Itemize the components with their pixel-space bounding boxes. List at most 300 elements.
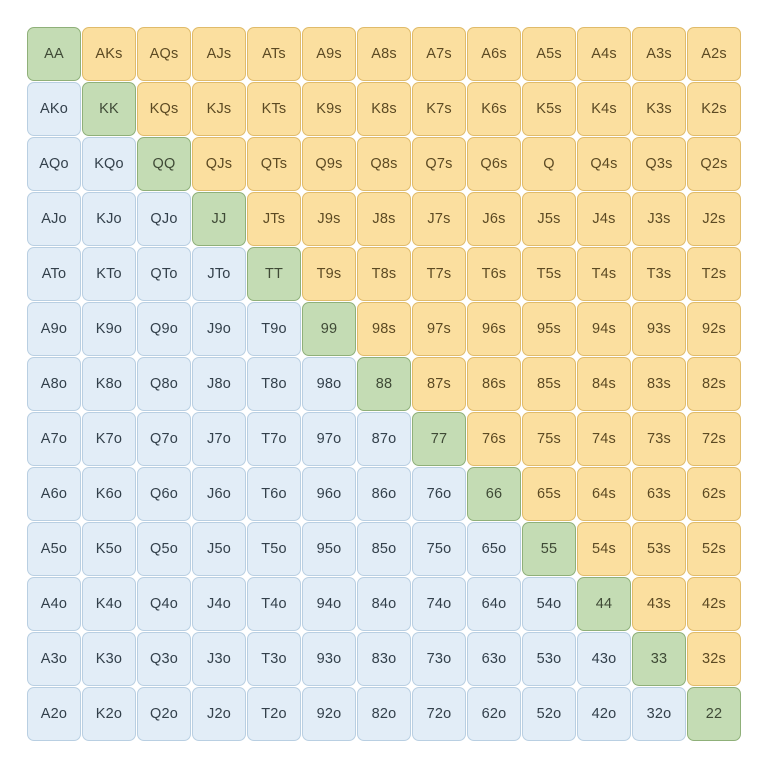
hand-label: Q2o — [149, 706, 178, 722]
hand-cell-84s[interactable] — [577, 357, 631, 411]
hand-cell-qq[interactable] — [137, 137, 191, 191]
hand-cell-j3o[interactable] — [192, 632, 246, 686]
hand-label: KK — [99, 101, 119, 117]
hand-cell-k4o[interactable] — [82, 577, 136, 631]
hand-label: 43s — [647, 596, 671, 612]
hand-cell-k6o[interactable] — [82, 467, 136, 521]
hand-cell-92o[interactable] — [302, 687, 356, 741]
hand-cell-aqo[interactable] — [27, 137, 81, 191]
hand-cell-64o[interactable] — [467, 577, 521, 631]
hand-cell-t4o[interactable] — [247, 577, 301, 631]
hand-label: KQo — [94, 156, 124, 172]
hand-cell-k9s[interactable] — [302, 82, 356, 136]
hand-label: J2o — [207, 706, 231, 722]
hand-cell-52o[interactable] — [522, 687, 576, 741]
hand-cell-kjs[interactable] — [192, 82, 246, 136]
hand-label: 65o — [481, 541, 507, 557]
hand-cell-k8s[interactable] — [357, 82, 411, 136]
hand-cell-q[interactable] — [522, 137, 576, 191]
hand-cell-75s[interactable] — [522, 412, 576, 466]
hand-cell-76s[interactable] — [467, 412, 521, 466]
hand-cell-97o[interactable] — [302, 412, 356, 466]
hand-cell-63o[interactable] — [467, 632, 521, 686]
hand-label: 83o — [371, 651, 397, 667]
hand-label: KTo — [96, 266, 122, 282]
hand-label: J3o — [207, 651, 231, 667]
hand-label: T2o — [261, 706, 287, 722]
hand-cell-87o[interactable] — [357, 412, 411, 466]
hand-cell-a8o[interactable] — [27, 357, 81, 411]
hand-cell-j3s[interactable] — [632, 192, 686, 246]
hand-cell-72o[interactable] — [412, 687, 466, 741]
hand-cell-85s[interactable] — [522, 357, 576, 411]
hand-label: A5o — [40, 541, 68, 557]
hand-label: A3o — [40, 651, 68, 667]
hand-cell-95s[interactable] — [522, 302, 576, 356]
hand-label: 73s — [647, 431, 671, 447]
hand-label: 83s — [647, 376, 671, 392]
hand-label: 86s — [482, 376, 506, 392]
hand-label: K4o — [95, 596, 123, 612]
hand-cell-aqs[interactable] — [137, 27, 191, 81]
hand-cell-a9o[interactable] — [27, 302, 81, 356]
hand-cell-j4s[interactable] — [577, 192, 631, 246]
hand-label: T9o — [261, 321, 287, 337]
hand-label: J3s — [647, 211, 671, 227]
hand-label: QQ — [152, 156, 176, 172]
hand-cell-t6o[interactable] — [247, 467, 301, 521]
hand-label: K3o — [95, 651, 123, 667]
hand-cell-a6o[interactable] — [27, 467, 81, 521]
hand-label: AQs — [149, 46, 179, 62]
hand-cell-a7o[interactable] — [27, 412, 81, 466]
hand-label: A4o — [40, 596, 68, 612]
hand-cell-82s[interactable] — [687, 357, 741, 411]
hand-cell-j9o[interactable] — [192, 302, 246, 356]
hand-cell-a5s[interactable] — [522, 27, 576, 81]
hand-cell-22[interactable] — [687, 687, 741, 741]
hand-cell-a4o[interactable] — [27, 577, 81, 631]
hand-label: A5s — [536, 46, 562, 62]
hand-cell-55[interactable] — [522, 522, 576, 576]
hand-label: K9s — [316, 101, 342, 117]
hand-label: A7s — [426, 46, 452, 62]
hand-label: 86o — [371, 486, 397, 502]
hand-cell-t3o[interactable] — [247, 632, 301, 686]
hand-cell-j2o[interactable] — [192, 687, 246, 741]
hand-label: J4o — [207, 596, 231, 612]
hand-cell-33[interactable] — [632, 632, 686, 686]
hand-label: 76o — [426, 486, 452, 502]
hand-label: 22 — [705, 706, 723, 722]
hand-label: J7s — [427, 211, 451, 227]
hand-label: 77 — [430, 431, 448, 447]
hand-label: T6o — [261, 486, 287, 502]
hand-label: J6s — [482, 211, 506, 227]
hand-label: 95s — [537, 321, 561, 337]
hand-cell-k5o[interactable] — [82, 522, 136, 576]
hand-label: 63s — [647, 486, 671, 502]
hand-cell-a7s[interactable] — [412, 27, 466, 81]
hand-cell-kto[interactable] — [82, 247, 136, 301]
hand-cell-q3s[interactable] — [632, 137, 686, 191]
hand-label: 72s — [702, 431, 726, 447]
hand-label: T5s — [536, 266, 562, 282]
hand-label: T9s — [316, 266, 342, 282]
hand-label: J9o — [207, 321, 231, 337]
hand-cell-66[interactable] — [467, 467, 521, 521]
hand-cell-t7o[interactable] — [247, 412, 301, 466]
hand-label: K5s — [536, 101, 562, 117]
hand-label: K6o — [95, 486, 123, 502]
hand-cell-82o[interactable] — [357, 687, 411, 741]
hand-label: Q5o — [149, 541, 178, 557]
hand-cell-77[interactable] — [412, 412, 466, 466]
hand-label: K8s — [371, 101, 397, 117]
hand-label: J4s — [592, 211, 616, 227]
hand-label: AJo — [41, 211, 67, 227]
hand-cell-t4s[interactable] — [577, 247, 631, 301]
hand-label: 62o — [481, 706, 507, 722]
hand-label: 94o — [316, 596, 342, 612]
hand-label: T8s — [371, 266, 397, 282]
hand-cell-93o[interactable] — [302, 632, 356, 686]
hand-cell-q5o[interactable] — [137, 522, 191, 576]
hand-cell-j9s[interactable] — [302, 192, 356, 246]
hand-cell-42o[interactable] — [577, 687, 631, 741]
hand-cell-53s[interactable] — [632, 522, 686, 576]
hand-cell-a2s[interactable] — [687, 27, 741, 81]
hand-cell-a8s[interactable] — [357, 27, 411, 81]
hand-label: 44 — [595, 596, 613, 612]
hand-label: 53o — [536, 651, 562, 667]
hand-label: QTs — [260, 156, 288, 172]
hand-label: ATs — [262, 46, 286, 62]
hand-cell-t7s[interactable] — [412, 247, 466, 301]
hand-label: QJo — [150, 211, 178, 227]
hand-cell-52s[interactable] — [687, 522, 741, 576]
hand-cell-k6s[interactable] — [467, 82, 521, 136]
hand-cell-t3s[interactable] — [632, 247, 686, 301]
hand-cell-q4o[interactable] — [137, 577, 191, 631]
hand-cell-t2o[interactable] — [247, 687, 301, 741]
hand-cell-q9s[interactable] — [302, 137, 356, 191]
hand-label: J6o — [207, 486, 231, 502]
hand-cell-q8s[interactable] — [357, 137, 411, 191]
hand-label: 97o — [316, 431, 342, 447]
hand-label: 82o — [371, 706, 397, 722]
hand-label: K4s — [591, 101, 617, 117]
hand-label: T8o — [261, 376, 287, 392]
hand-cell-62s[interactable] — [687, 467, 741, 521]
hand-label: J8s — [372, 211, 396, 227]
hand-cell-t2s[interactable] — [687, 247, 741, 301]
hand-cell-kqo[interactable] — [82, 137, 136, 191]
hand-cell-q4s[interactable] — [577, 137, 631, 191]
hand-label: A8o — [40, 376, 68, 392]
hand-cell-j5o[interactable] — [192, 522, 246, 576]
hand-cell-qto[interactable] — [137, 247, 191, 301]
hand-cell-54s[interactable] — [577, 522, 631, 576]
hand-cell-43o[interactable] — [577, 632, 631, 686]
hand-cell-qts[interactable] — [247, 137, 301, 191]
hand-label: Q7s — [425, 156, 453, 172]
hand-cell-a3s[interactable] — [632, 27, 686, 81]
hand-label: 88 — [375, 376, 393, 392]
hand-label: 98s — [372, 321, 396, 337]
hand-cell-t8o[interactable] — [247, 357, 301, 411]
hand-cell-a5o[interactable] — [27, 522, 81, 576]
hand-label: 75s — [537, 431, 561, 447]
hand-cell-k8o[interactable] — [82, 357, 136, 411]
hand-label: T7o — [261, 431, 287, 447]
hand-label: 52s — [702, 541, 726, 557]
hand-label: K8o — [95, 376, 123, 392]
hand-cell-64s[interactable] — [577, 467, 631, 521]
hand-label: 42s — [702, 596, 726, 612]
hand-label: 97s — [427, 321, 451, 337]
hand-cell-85o[interactable] — [357, 522, 411, 576]
hand-cell-t9s[interactable] — [302, 247, 356, 301]
hand-label: Q8o — [149, 376, 178, 392]
hand-label: T3o — [261, 651, 287, 667]
hand-label: Q6o — [149, 486, 178, 502]
hand-cell-kjo[interactable] — [82, 192, 136, 246]
hand-cell-a9s[interactable] — [302, 27, 356, 81]
hand-label: KQs — [149, 101, 179, 117]
hand-label: 53s — [647, 541, 671, 557]
hand-cell-j8o[interactable] — [192, 357, 246, 411]
hand-label: T7s — [426, 266, 452, 282]
hand-label: 75o — [426, 541, 452, 557]
hand-label: Q3s — [645, 156, 673, 172]
hand-cell-32o[interactable] — [632, 687, 686, 741]
hand-label: A8s — [371, 46, 397, 62]
hand-cell-43s[interactable] — [632, 577, 686, 631]
hand-label: Q2s — [700, 156, 728, 172]
hand-label: JTs — [262, 211, 286, 227]
hand-cell-j5s[interactable] — [522, 192, 576, 246]
hand-label: 74s — [592, 431, 616, 447]
hand-cell-ato[interactable] — [27, 247, 81, 301]
hand-cell-aks[interactable] — [82, 27, 136, 81]
hand-cell-a4s[interactable] — [577, 27, 631, 81]
hand-label: 92s — [702, 321, 726, 337]
hand-cell-a2o[interactable] — [27, 687, 81, 741]
hand-cell-74o[interactable] — [412, 577, 466, 631]
hand-cell-j6o[interactable] — [192, 467, 246, 521]
hand-label: 84s — [592, 376, 616, 392]
hand-label: T4o — [261, 596, 287, 612]
hand-cell-q3o[interactable] — [137, 632, 191, 686]
hand-label: J8o — [207, 376, 231, 392]
hand-cell-qjs[interactable] — [192, 137, 246, 191]
hand-label: 52o — [536, 706, 562, 722]
hand-label: K3s — [646, 101, 672, 117]
hand-cell-44[interactable] — [577, 577, 631, 631]
hand-cell-88[interactable] — [357, 357, 411, 411]
hand-label: 95o — [316, 541, 342, 557]
hand-cell-ajs[interactable] — [192, 27, 246, 81]
hand-cell-84o[interactable] — [357, 577, 411, 631]
hand-label: 99 — [320, 321, 338, 337]
hand-cell-87s[interactable] — [412, 357, 466, 411]
hand-label: K7o — [95, 431, 123, 447]
hand-label: K2s — [701, 101, 727, 117]
hand-cell-99[interactable] — [302, 302, 356, 356]
hand-cell-kts[interactable] — [247, 82, 301, 136]
hand-cell-73s[interactable] — [632, 412, 686, 466]
hand-cell-k4s[interactable] — [577, 82, 631, 136]
hand-cell-83o[interactable] — [357, 632, 411, 686]
hand-label: TT — [264, 266, 284, 282]
hand-cell-k3s[interactable] — [632, 82, 686, 136]
hand-cell-97s[interactable] — [412, 302, 466, 356]
hand-label: 93s — [647, 321, 671, 337]
hand-cell-q7o[interactable] — [137, 412, 191, 466]
hand-cell-k3o[interactable] — [82, 632, 136, 686]
hand-cell-jj[interactable] — [192, 192, 246, 246]
hand-cell-32s[interactable] — [687, 632, 741, 686]
hand-label: 63o — [481, 651, 507, 667]
hand-cell-94o[interactable] — [302, 577, 356, 631]
hand-cell-k7s[interactable] — [412, 82, 466, 136]
hand-label: T4s — [591, 266, 617, 282]
hand-label: A4s — [591, 46, 617, 62]
hand-label: T2s — [701, 266, 727, 282]
hand-cell-98s[interactable] — [357, 302, 411, 356]
hand-label: 72o — [426, 706, 452, 722]
hand-label: A2s — [701, 46, 727, 62]
hand-cell-86s[interactable] — [467, 357, 521, 411]
hand-cell-j2s[interactable] — [687, 192, 741, 246]
hand-label: K9o — [95, 321, 123, 337]
hand-cell-q2s[interactable] — [687, 137, 741, 191]
hand-label: 96s — [482, 321, 506, 337]
hand-cell-ajo[interactable] — [27, 192, 81, 246]
hand-cell-k2s[interactable] — [687, 82, 741, 136]
hand-label: 98o — [316, 376, 342, 392]
hand-label: J2s — [702, 211, 726, 227]
hand-cell-k2o[interactable] — [82, 687, 136, 741]
hand-cell-a6s[interactable] — [467, 27, 521, 81]
hand-cell-q6o[interactable] — [137, 467, 191, 521]
hand-cell-63s[interactable] — [632, 467, 686, 521]
hand-cell-65s[interactable] — [522, 467, 576, 521]
hand-cell-t8s[interactable] — [357, 247, 411, 301]
hand-cell-k7o[interactable] — [82, 412, 136, 466]
hand-label: Q9s — [315, 156, 343, 172]
hand-label: KJs — [206, 101, 232, 117]
hand-cell-kk[interactable] — [82, 82, 136, 136]
hand-cell-a3o[interactable] — [27, 632, 81, 686]
hand-label: J5s — [537, 211, 561, 227]
hand-label: 66 — [485, 486, 503, 502]
hand-cell-tt[interactable] — [247, 247, 301, 301]
hand-cell-54o[interactable] — [522, 577, 576, 631]
hand-cell-ako[interactable] — [27, 82, 81, 136]
hand-cell-96o[interactable] — [302, 467, 356, 521]
hand-cell-k5s[interactable] — [522, 82, 576, 136]
hand-cell-83s[interactable] — [632, 357, 686, 411]
hand-cell-t9o[interactable] — [247, 302, 301, 356]
hand-label: 54o — [536, 596, 562, 612]
hand-cell-96s[interactable] — [467, 302, 521, 356]
hand-label: A9o — [40, 321, 68, 337]
hand-label: 94s — [592, 321, 616, 337]
hand-label: 96o — [316, 486, 342, 502]
hand-label: Q3o — [149, 651, 178, 667]
hand-cell-t5s[interactable] — [522, 247, 576, 301]
hand-label: J9s — [317, 211, 341, 227]
hand-label: K2o — [95, 706, 123, 722]
hand-cell-q2o[interactable] — [137, 687, 191, 741]
hand-cell-k9o[interactable] — [82, 302, 136, 356]
hand-cell-q6s[interactable] — [467, 137, 521, 191]
hand-cell-j8s[interactable] — [357, 192, 411, 246]
hand-cell-q7s[interactable] — [412, 137, 466, 191]
hand-label: K6s — [481, 101, 507, 117]
hand-cell-q9o[interactable] — [137, 302, 191, 356]
hand-label: 32o — [646, 706, 672, 722]
hand-cell-62o[interactable] — [467, 687, 521, 741]
hand-cell-j7s[interactable] — [412, 192, 466, 246]
hand-cell-53o[interactable] — [522, 632, 576, 686]
hand-label: 93o — [316, 651, 342, 667]
hand-cell-42s[interactable] — [687, 577, 741, 631]
hand-cell-75o[interactable] — [412, 522, 466, 576]
hand-cell-t5o[interactable] — [247, 522, 301, 576]
hand-label: 85o — [371, 541, 397, 557]
hand-label: AA — [44, 46, 64, 62]
hand-cell-95o[interactable] — [302, 522, 356, 576]
hand-label: 82s — [702, 376, 726, 392]
hand-label: 87o — [371, 431, 397, 447]
hand-cell-72s[interactable] — [687, 412, 741, 466]
hand-cell-jts[interactable] — [247, 192, 301, 246]
hand-cell-ats[interactable] — [247, 27, 301, 81]
hand-label: 64o — [481, 596, 507, 612]
hand-label: AJs — [206, 46, 232, 62]
hand-cell-93s[interactable] — [632, 302, 686, 356]
hand-cell-98o[interactable] — [302, 357, 356, 411]
hand-cell-j4o[interactable] — [192, 577, 246, 631]
hand-cell-kqs[interactable] — [137, 82, 191, 136]
hand-cell-jto[interactable] — [192, 247, 246, 301]
hand-label: J5o — [207, 541, 231, 557]
hand-cell-76o[interactable] — [412, 467, 466, 521]
hand-cell-q8o[interactable] — [137, 357, 191, 411]
hand-cell-65o[interactable] — [467, 522, 521, 576]
hand-label: J7o — [207, 431, 231, 447]
hand-cell-j6s[interactable] — [467, 192, 521, 246]
hand-cell-74s[interactable] — [577, 412, 631, 466]
hand-cell-73o[interactable] — [412, 632, 466, 686]
hand-cell-j7o[interactable] — [192, 412, 246, 466]
hand-label: Q6s — [480, 156, 508, 172]
hand-label: T3s — [646, 266, 672, 282]
hand-cell-94s[interactable] — [577, 302, 631, 356]
hand-label: A2o — [40, 706, 68, 722]
hand-cell-t6s[interactable] — [467, 247, 521, 301]
hand-cell-86o[interactable] — [357, 467, 411, 521]
hand-label: 54s — [592, 541, 616, 557]
hand-label: 32s — [702, 651, 726, 667]
hand-cell-qjo[interactable] — [137, 192, 191, 246]
hand-label: KTs — [261, 101, 287, 117]
hand-cell-aa[interactable] — [27, 27, 81, 81]
hand-cell-92s[interactable] — [687, 302, 741, 356]
